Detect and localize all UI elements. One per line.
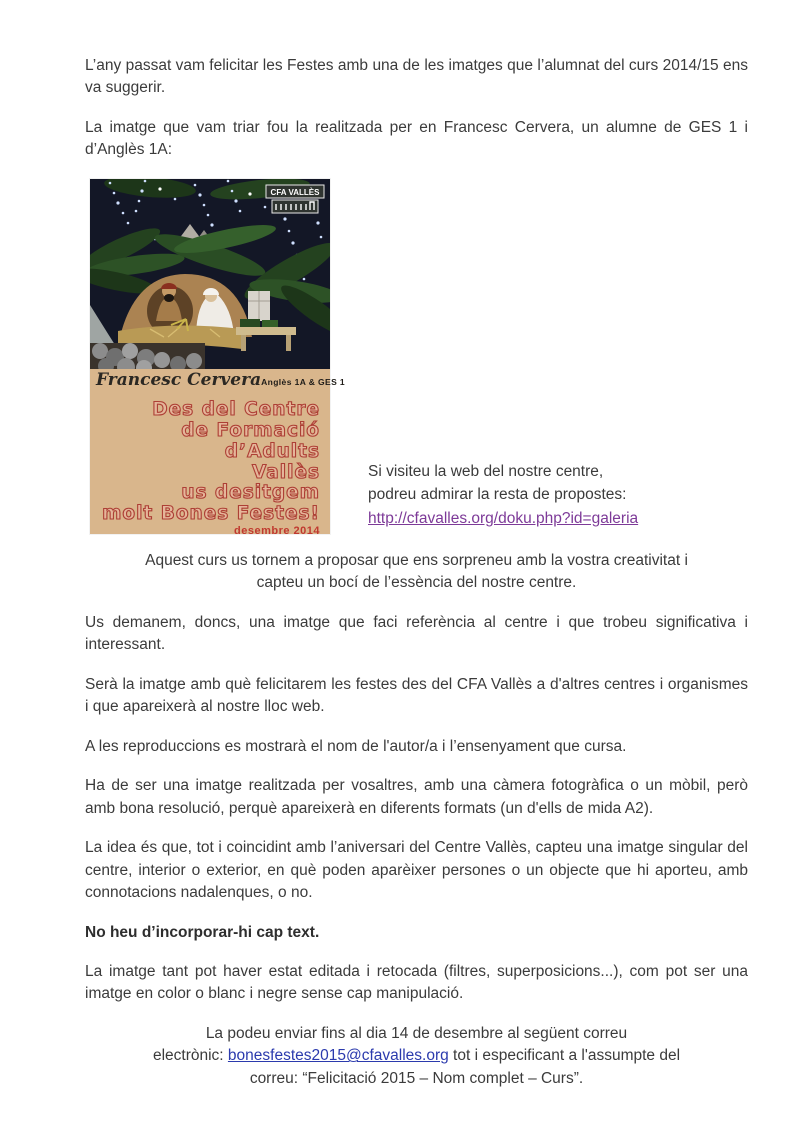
- paragraph-usage: Serà la imatge amb què felicitarem les festes des del CFA Vallès a d'altres centres i organismes i que apareixerà al nostre lloc web.: [85, 675, 748, 716]
- author-course: Anglès 1A & GES 1: [261, 376, 346, 387]
- submission-line3: correu: “Felicitació 2015 – Nom complet – Curs”.: [249, 1069, 584, 1087]
- submission-email-link[interactable]: bonesfestes2015@cfavalles.org: [227, 1047, 449, 1065]
- paragraph-submission: [85, 1023, 748, 1090]
- proposal-line1: Aquest curs us tornem a proposar que ens sorpreneu amb la vostra creativitat i: [145, 551, 688, 569]
- paragraph-camera: Ha de ser una imatge realitzada per vosaltres, amb una càmera fotogràfica o un mòbil, però amb bona resolució, perquè apareixerà en diferents formats (un d'ells de mida A2).: [85, 777, 748, 817]
- paragraph-author: La imatge que vam triar fou la realitzada per en Francesc Cervera, un alumne de GES 1 i d’Anglès 1A:: [85, 118, 748, 159]
- gallery-note-line1: Si visiteu la web del nostre centre,: [368, 463, 604, 481]
- gallery-note: [368, 460, 638, 530]
- greeting-line: molt Bones Festes!: [102, 503, 320, 525]
- submission-line2-after: tot i especificant a l'assumpte del: [448, 1047, 681, 1065]
- paragraph-no-text-rule: No heu d’incorporar-hi cap text.: [85, 923, 320, 941]
- submission-line2-before: electrònic:: [152, 1047, 228, 1065]
- paragraph-proposal: [85, 550, 748, 595]
- nativity-photo: [90, 179, 330, 369]
- proposal-line2: capteu un bocí de l’essència del nostre centre.: [256, 574, 577, 592]
- cfa-badge-label: CFA VALLÈS: [270, 187, 320, 197]
- paragraph-request: Us demanem, doncs, una imatge que faci referència al centre i que trobeu significativa i interessant.: [85, 613, 748, 654]
- paragraph-intro: L’any passat vam felicitar les Festes amb una de les imatges que l’alumnat del curs 2014/15 ens va suggerir.: [85, 57, 748, 97]
- paragraph-idea: La idea és que, tot i coincidint amb l’aniversari del Centre Vallès, capteu una imatge singular del centre, interior o exterior, en què poden aparèixer persones o un objecte que hi aporteu, amb connotacions nadalenques, o no.: [85, 839, 748, 902]
- paragraph-editing: La imatge tant pot haver estat editada i retocada (filtres, superposicions...), com pot ser una imatge en color o blanc i negre sense cap manipulació.: [85, 962, 748, 1003]
- figure-row: [90, 179, 748, 534]
- card-date: desembre 2014: [234, 525, 320, 534]
- greeting-line: d’Adults: [224, 440, 320, 462]
- paragraph-credit: A les reproduccions es mostrarà el nom de l'autor/a i l’ensenyament que cursa.: [85, 737, 627, 755]
- submission-line1: La podeu enviar fins al dia 14 de desembre al següent correu: [205, 1024, 628, 1042]
- greeting-line: us desitgem: [181, 482, 320, 504]
- gallery-link[interactable]: http://cfavalles.org/doku.php?id=galeria: [368, 509, 639, 527]
- greeting-line: Vallès: [251, 461, 320, 483]
- stones: [90, 343, 205, 369]
- greeting-card-image: [90, 179, 346, 534]
- author-signature: Francesc Cervera: [96, 369, 262, 390]
- submission-line2: [85, 1045, 748, 1067]
- card-greeting-section: [90, 394, 330, 534]
- gallery-note-line2: podreu admirar la resta de propostes:: [368, 486, 627, 504]
- greeting-line: Des del Centre: [152, 398, 320, 420]
- card-signature-band: [90, 369, 346, 394]
- greeting-line: de Formació: [181, 419, 320, 441]
